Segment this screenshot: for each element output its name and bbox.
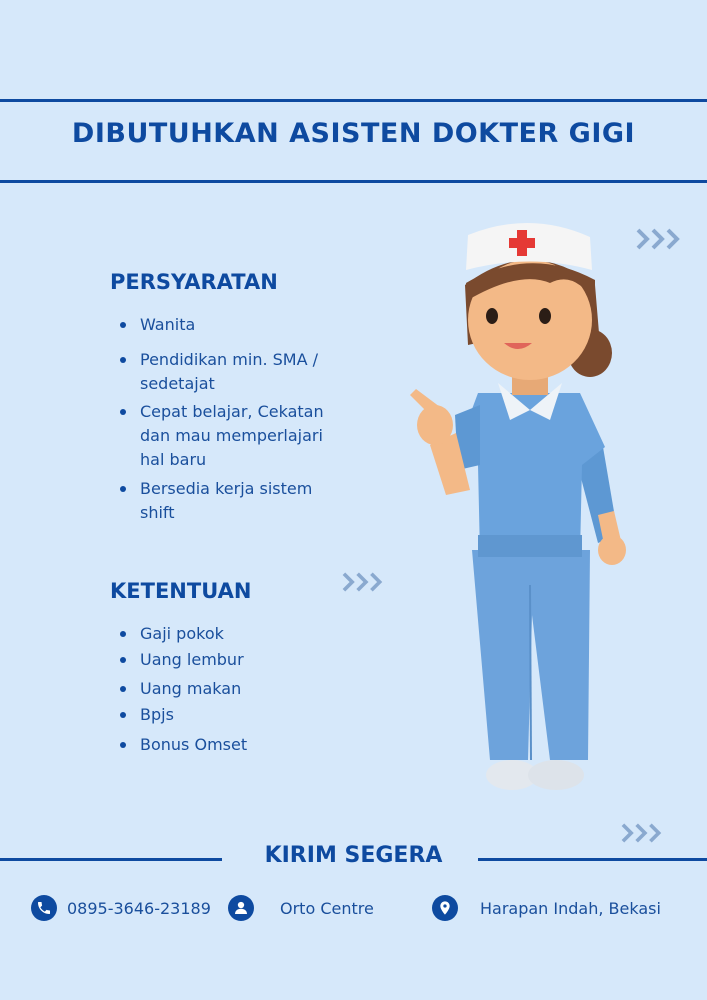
list-item: Bersedia kerja sistem shift <box>118 477 348 525</box>
list-item: Bpjs <box>118 703 348 727</box>
list-item: Wanita <box>118 313 348 337</box>
nurse-illustration <box>400 215 640 800</box>
clinic-name: Orto Centre <box>280 898 374 918</box>
footer-heading: KIRIM SEGERA <box>264 843 443 868</box>
list-item: Pendidikan min. SMA / sedetajat <box>118 348 348 396</box>
chevrons-right-icon <box>636 227 686 251</box>
list-item: Uang lembur <box>118 648 348 672</box>
top-divider <box>0 99 707 102</box>
terms-heading: KETENTUAN <box>110 579 252 603</box>
contact-name <box>228 893 374 923</box>
chevrons-right-icon <box>342 571 388 593</box>
list-item: Cepat belajar, Cekatan dan mau memperlajari hal baru <box>118 400 348 472</box>
location-pin-icon <box>432 895 458 921</box>
location-text: Harapan Indah, Bekasi <box>480 898 661 918</box>
user-icon <box>228 895 254 921</box>
footer-divider-left <box>0 858 222 861</box>
list-item: Uang makan <box>118 677 348 701</box>
chevrons-right-icon <box>621 822 667 844</box>
list-item: Gaji pokok <box>118 622 348 646</box>
title-divider <box>0 180 707 183</box>
page-title: DIBUTUHKAN ASISTEN DOKTER GIGI <box>71 118 636 149</box>
contact-phone[interactable] <box>31 893 211 923</box>
contact-location <box>432 893 661 923</box>
phone-icon <box>31 895 57 921</box>
footer-divider-right <box>478 858 707 861</box>
list-item: Bonus Omset <box>118 733 348 757</box>
phone-number: 0895-3646-23189 <box>67 898 211 918</box>
requirements-heading: PERSYARATAN <box>110 270 278 294</box>
